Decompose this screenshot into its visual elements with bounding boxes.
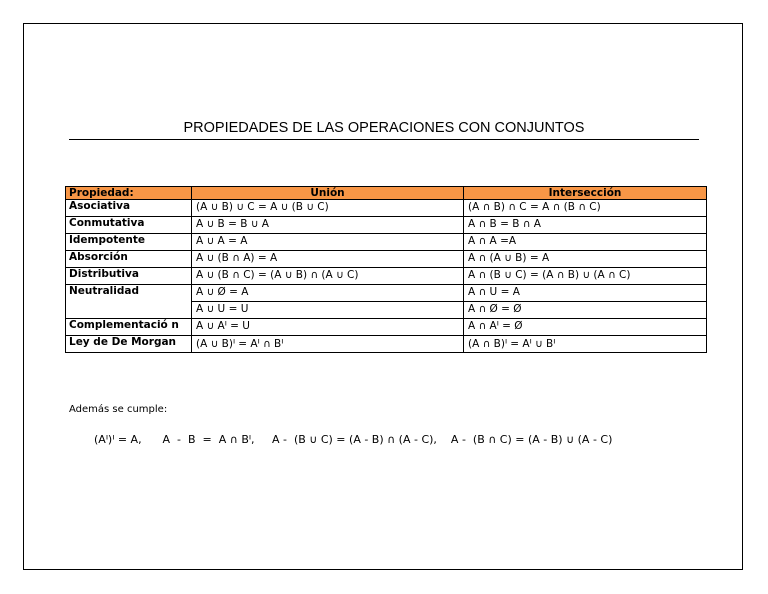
table-row — [66, 319, 707, 336]
intersection-formula: (A ∩ B)ᑊ = Aᑊ ∪ Bᑊ — [464, 336, 707, 353]
note-text: Además se cumple: — [69, 404, 168, 415]
table-row — [66, 268, 707, 285]
union-formula: A ∪ (B ∩ C) = (A ∪ B) ∩ (A ∪ C) — [192, 268, 464, 285]
union-formula: A ∪ A = A — [192, 234, 464, 251]
extra-formulas: (Aᑊ)ᑊ = A, A - B = A ∩ Bᑊ, A - (B ∪ C) = (A - B) ∩ (A - C), A - (B ∩ C) = (A - B) ∪ (A - C) — [94, 433, 613, 446]
property-name: Asociativa — [66, 200, 192, 217]
table-row — [66, 234, 707, 251]
union-formula: A ∪ B = B ∪ A — [192, 217, 464, 234]
property-name: Distributiva — [66, 268, 192, 285]
union-formula: A ∪ (B ∩ A) = A — [192, 251, 464, 268]
intersection-formula: A ∩ (B ∪ C) = (A ∩ B) ∪ (A ∩ C) — [464, 268, 707, 285]
property-name: Idempotente — [66, 234, 192, 251]
table-row — [66, 251, 707, 268]
property-name: Neutralidad — [66, 285, 192, 319]
union-formula: (A ∪ B) ∪ C = A ∪ (B ∪ C) — [192, 200, 464, 217]
intersection-formula: A ∩ (A ∪ B) = A — [464, 251, 707, 268]
properties-table — [65, 186, 707, 353]
header-propiedad: Propiedad: — [66, 187, 192, 200]
table-row — [66, 200, 707, 217]
union-formula: A ∪ Aᑊ = U — [192, 319, 464, 336]
title-underline — [69, 139, 699, 140]
table-row — [66, 217, 707, 234]
union-formula: A ∪ Ø = A — [192, 285, 464, 302]
intersection-formula: A ∩ U = A — [464, 285, 707, 302]
intersection-formula: A ∩ Aᑊ = Ø — [464, 319, 707, 336]
property-name: Ley de De Morgan — [66, 336, 192, 353]
slide — [23, 23, 743, 570]
union-formula: (A ∪ B)ᑊ = Aᑊ ∩ Bᑊ — [192, 336, 464, 353]
page-title: PROPIEDADES DE LAS OPERACIONES CON CONJUNTOS — [183, 120, 585, 136]
table-header-row — [66, 187, 707, 200]
intersection-formula: A ∩ Ø = Ø — [464, 302, 707, 319]
intersection-formula: (A ∩ B) ∩ C = A ∩ (B ∩ C) — [464, 200, 707, 217]
table-row — [66, 285, 707, 302]
property-name: Conmutativa — [66, 217, 192, 234]
property-name: Complementació n — [66, 319, 192, 336]
table-row — [66, 336, 707, 353]
union-formula: A ∪ U = U — [192, 302, 464, 319]
header-interseccion: Intersección — [464, 187, 707, 200]
intersection-formula: A ∩ B = B ∩ A — [464, 217, 707, 234]
intersection-formula: A ∩ A =A — [464, 234, 707, 251]
header-union: Unión — [192, 187, 464, 200]
property-name: Absorción — [66, 251, 192, 268]
